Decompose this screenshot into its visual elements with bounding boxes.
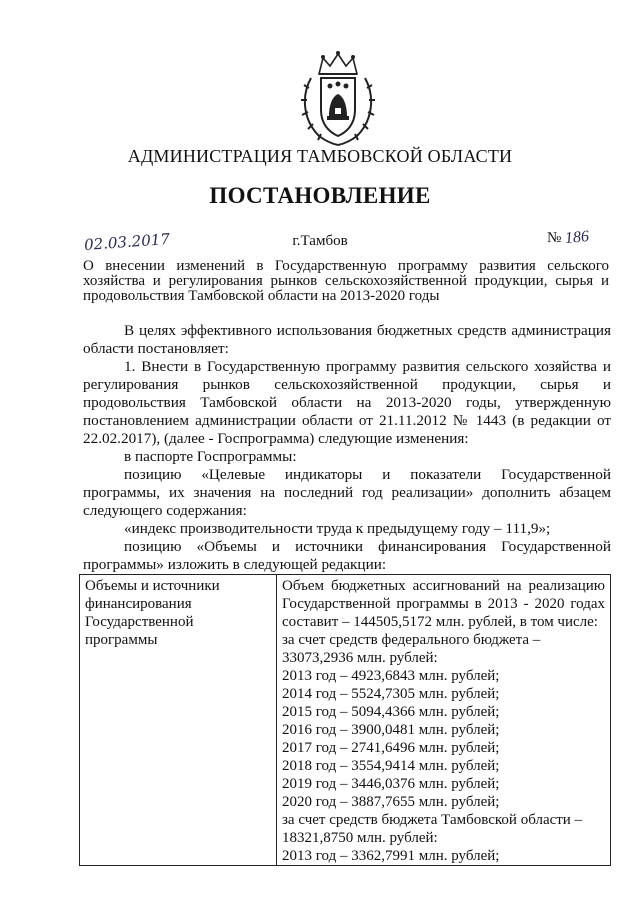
label-line: финансирования bbox=[85, 596, 192, 612]
value-line: за счет средств федерального бюджета – bbox=[282, 632, 541, 648]
table-cell-value bbox=[277, 575, 611, 866]
value-line: 18321,8750 млн. рублей: bbox=[282, 830, 438, 846]
document-body bbox=[83, 322, 611, 574]
paragraph-index: «индекс производительности труда к предыдущему году – 111,9»; bbox=[124, 520, 551, 537]
organization-name: АДМИНИСТРАЦИЯ ТАМБОВСКОЙ ОБЛАСТИ bbox=[127, 146, 513, 166]
value-line: 2015 год – 5094,4366 млн. рублей; bbox=[282, 704, 500, 720]
value-line: составит – 144505,5172 млн. рублей, в том числе: bbox=[282, 614, 598, 630]
value-line: 2013 год – 4923,6843 млн. рублей; bbox=[282, 668, 500, 684]
paragraph-item-1: 1. Внести в Государственную программу развития сельского хозяйства и регулирования рынков сельскохозяйственной продукции, сырья и продовольствия Тамбовской области на 2013-2020 годы, утвержденную постановлением администрации области от 21.11.2012 № 1443 (в редакции от 22.02.2017), (далее - Госпрограмма) следующие изменения: bbox=[83, 358, 611, 447]
paragraph-indicators: позицию «Целевые индикаторы и показатели Государственной программы, их значения на последний год реализации» дополнить абзацем следующего содержания: bbox=[83, 466, 611, 519]
value-line: за счет средств бюджета Тамбовской области – bbox=[282, 812, 583, 828]
table-cell-label bbox=[80, 575, 277, 866]
value-line: Государственной программы в 2013 - 2020 годах bbox=[282, 596, 605, 612]
value-line: 2017 год – 2741,6496 млн. рублей; bbox=[282, 740, 500, 756]
value-line: 2018 год – 3554,9414 млн. рублей; bbox=[282, 758, 500, 774]
value-line: 2020 год – 3887,7655 млн. рублей; bbox=[282, 794, 500, 810]
document-date: 02.03.2017 bbox=[83, 230, 171, 254]
document-number bbox=[547, 229, 589, 247]
funding-table bbox=[79, 574, 611, 866]
paragraph-funding: позицию «Объемы и источники финансирования Государственной программы» изложить в следующей редакции: bbox=[83, 538, 611, 573]
document-subject: О внесении изменений в Государственную программу развития сельского хозяйства и регулирования рынков сельскохозяйственной продукции, сырья и продовольствия Тамбовской области на 2013-2020 годы bbox=[83, 258, 609, 304]
value-line: 2014 год – 5524,7305 млн. рублей; bbox=[282, 686, 500, 702]
label-line: программы bbox=[85, 632, 158, 648]
document-city: г.Тамбов bbox=[292, 233, 348, 249]
number-sign: № bbox=[547, 230, 562, 246]
value-line: 2016 год – 3900,0481 млн. рублей; bbox=[282, 722, 500, 738]
value-line: 2013 год – 3362,7991 млн. рублей; bbox=[282, 848, 500, 864]
paragraph-passport: в паспорте Госпрограммы: bbox=[124, 448, 297, 465]
value-line: 2019 год – 3446,0376 млн. рублей; bbox=[282, 776, 500, 792]
value-line: Объем бюджетных ассигнований на реализацию bbox=[282, 578, 605, 594]
coat-of-arms-emblem bbox=[297, 48, 379, 146]
number-value: 186 bbox=[564, 227, 590, 248]
table-row bbox=[80, 575, 611, 866]
paragraph-preamble: В целях эффективного использования бюджетных средств администрация области постановляет: bbox=[83, 322, 611, 357]
label-line: Государственной bbox=[85, 614, 194, 630]
label-line: Объемы и источники bbox=[85, 578, 220, 594]
value-line: 33073,2936 млн. рублей: bbox=[282, 650, 438, 666]
document-type-title: ПОСТАНОВЛЕНИЕ bbox=[209, 183, 431, 208]
